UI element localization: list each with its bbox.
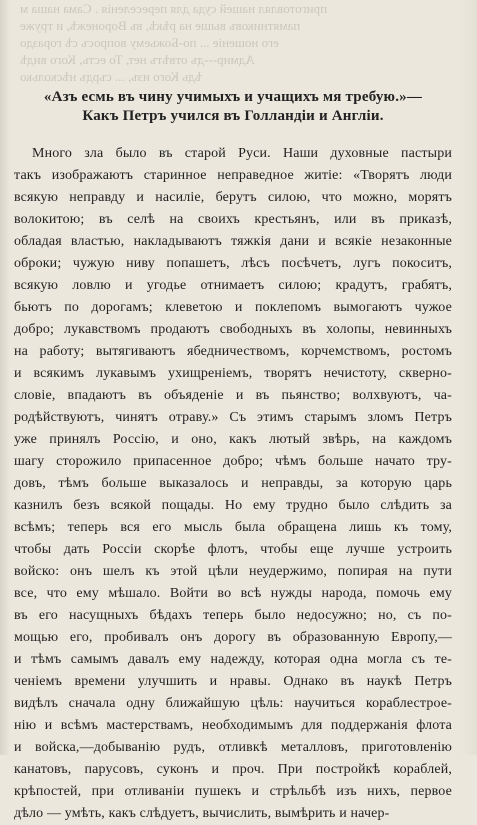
bleed-line: памятниковъ выше на рѣкѣ, въ Воронежѣ, и труже (20, 18, 301, 33)
text-line: и всякимъ лукавымъ ухищреніемъ, творятъ нечистоту, скверно- (14, 366, 452, 381)
page-right-edge (459, 0, 477, 755)
text-line: родѣйствуютъ, чинятъ отраву.» Съ этимъ старымъ зломъ Петръ (14, 410, 452, 425)
text-line: шагу сторожило припасенное добро; чѣмъ больше начато тру- (14, 454, 452, 469)
bleed-line: Адмир---дъ отвѣтъ нет, То есть, Кого видѣ (20, 52, 255, 67)
section-heading (14, 88, 452, 126)
text-line: ченіемъ времени улучшить и нравы. Однако въ наукѣ Петръ (14, 674, 452, 689)
text-line: волокитою; въ селѣ на своихъ крестьянъ, или въ приказѣ, (14, 212, 452, 227)
text-line: мощью его, пробивалъ онъ дорогу въ образованную Европу,— (14, 630, 452, 645)
text-line: всякую неправду и насиліе, берутъ силою, что можно, морятъ (14, 190, 452, 205)
bleed-line: приготовлял нашей суда для переселенія . Сама наша м (20, 1, 328, 16)
text-line: оброки; чужую ниву попашетъ, лѣсъ посѣчетъ, лугъ покоситъ, (14, 256, 452, 271)
text-line: крѣпостей, при отливаніи пушекъ и стрѣльбѣ изъ нихъ, первое (14, 784, 452, 799)
text-line: въ его насущныхъ бѣдахъ теперь было недосужно; но, съ по- (14, 608, 452, 623)
text-line: бьютъ по дорогамъ; клеветою и поклепомъ вымогаютъ чужое (14, 300, 452, 315)
bleed-through-text (20, 0, 477, 85)
text-line: обладая властью, накладываютъ тяжкія дани и всякіе незаконные (14, 234, 452, 249)
text-line: уже принялъ Россію, и оно, какъ лютый звѣрь, на каждомъ (14, 432, 452, 447)
text-line: казнилъ безъ всякой пощады. Но ему трудно было слѣдить за (14, 498, 452, 513)
bleed-line: ѣдь Кого изъ, ... сърдъ нѣсколько (20, 69, 202, 84)
text-line: все, что ему мѣшало. Войти во всѣ нужды народа, помочь ему (14, 586, 452, 601)
book-page (14, 88, 452, 825)
text-line: довъ, тѣмъ больше выказалось и неправды, за которую царь (14, 476, 452, 491)
heading-line-1: «Азъ есмь въ чину учимыхъ и учащихъ мя требую.»— (43, 89, 423, 105)
page-left-edge (0, 0, 10, 755)
text-line: такъ изображаютъ старинное неправедное житіе: «Творятъ люди (14, 168, 452, 183)
text-line: и войска,—добыванію рудъ, отливкѣ металловъ, приготовленію (14, 740, 452, 755)
text-line: добро; лукавствомъ продаютъ свободныхъ въ холопы, невинныхъ (14, 322, 452, 337)
text-line: всякую ловлю и угодье отнимаетъ силою; крадутъ, грабятъ, (14, 278, 452, 293)
text-line: словіе, впадаютъ въ объяденіе и въ пьянство; волхвуютъ, ча- (14, 388, 452, 403)
text-line: Много зла было въ старой Руси. Наши духовные пастыри (32, 146, 452, 161)
bleed-line: его ношеніе ... по-Божьему вопросъ сѣ гораздо (20, 35, 279, 50)
body-text (14, 143, 452, 825)
text-line: дѣло — умѣть, какъ слѣдуетъ, вычислить, вымѣрить и начер- (14, 806, 390, 821)
text-line: нію и всѣмъ мастерствамъ, необходимымъ для поддержанія флота (14, 718, 452, 733)
text-line: чтобы дать Россіи скорѣе флотъ, чтобы еще лучше устроить (14, 542, 452, 557)
text-line: войско: онъ шелъ къ этой цѣли неудержимо, попирая на пути (14, 564, 452, 579)
heading-line-2: Какъ Петръ учился въ Голландіи и Англіи. (82, 108, 384, 124)
text-line: и тѣмъ самымъ давалъ ему надежду, которая одна могла съ те- (14, 652, 452, 667)
text-line: видѣлъ сначала одну ближайшую цѣль: научиться кораблестрое- (14, 696, 452, 711)
text-line: канатовъ, парусовъ, суконъ и проч. При постройкѣ кораблей, (14, 762, 452, 777)
text-line: на работу; вытягиваютъ ябедничествомъ, корчемствомъ, ростомъ (14, 344, 452, 359)
text-line: всѣмъ; теперь вся его мысль была обращена лишь къ тому, (14, 520, 452, 535)
